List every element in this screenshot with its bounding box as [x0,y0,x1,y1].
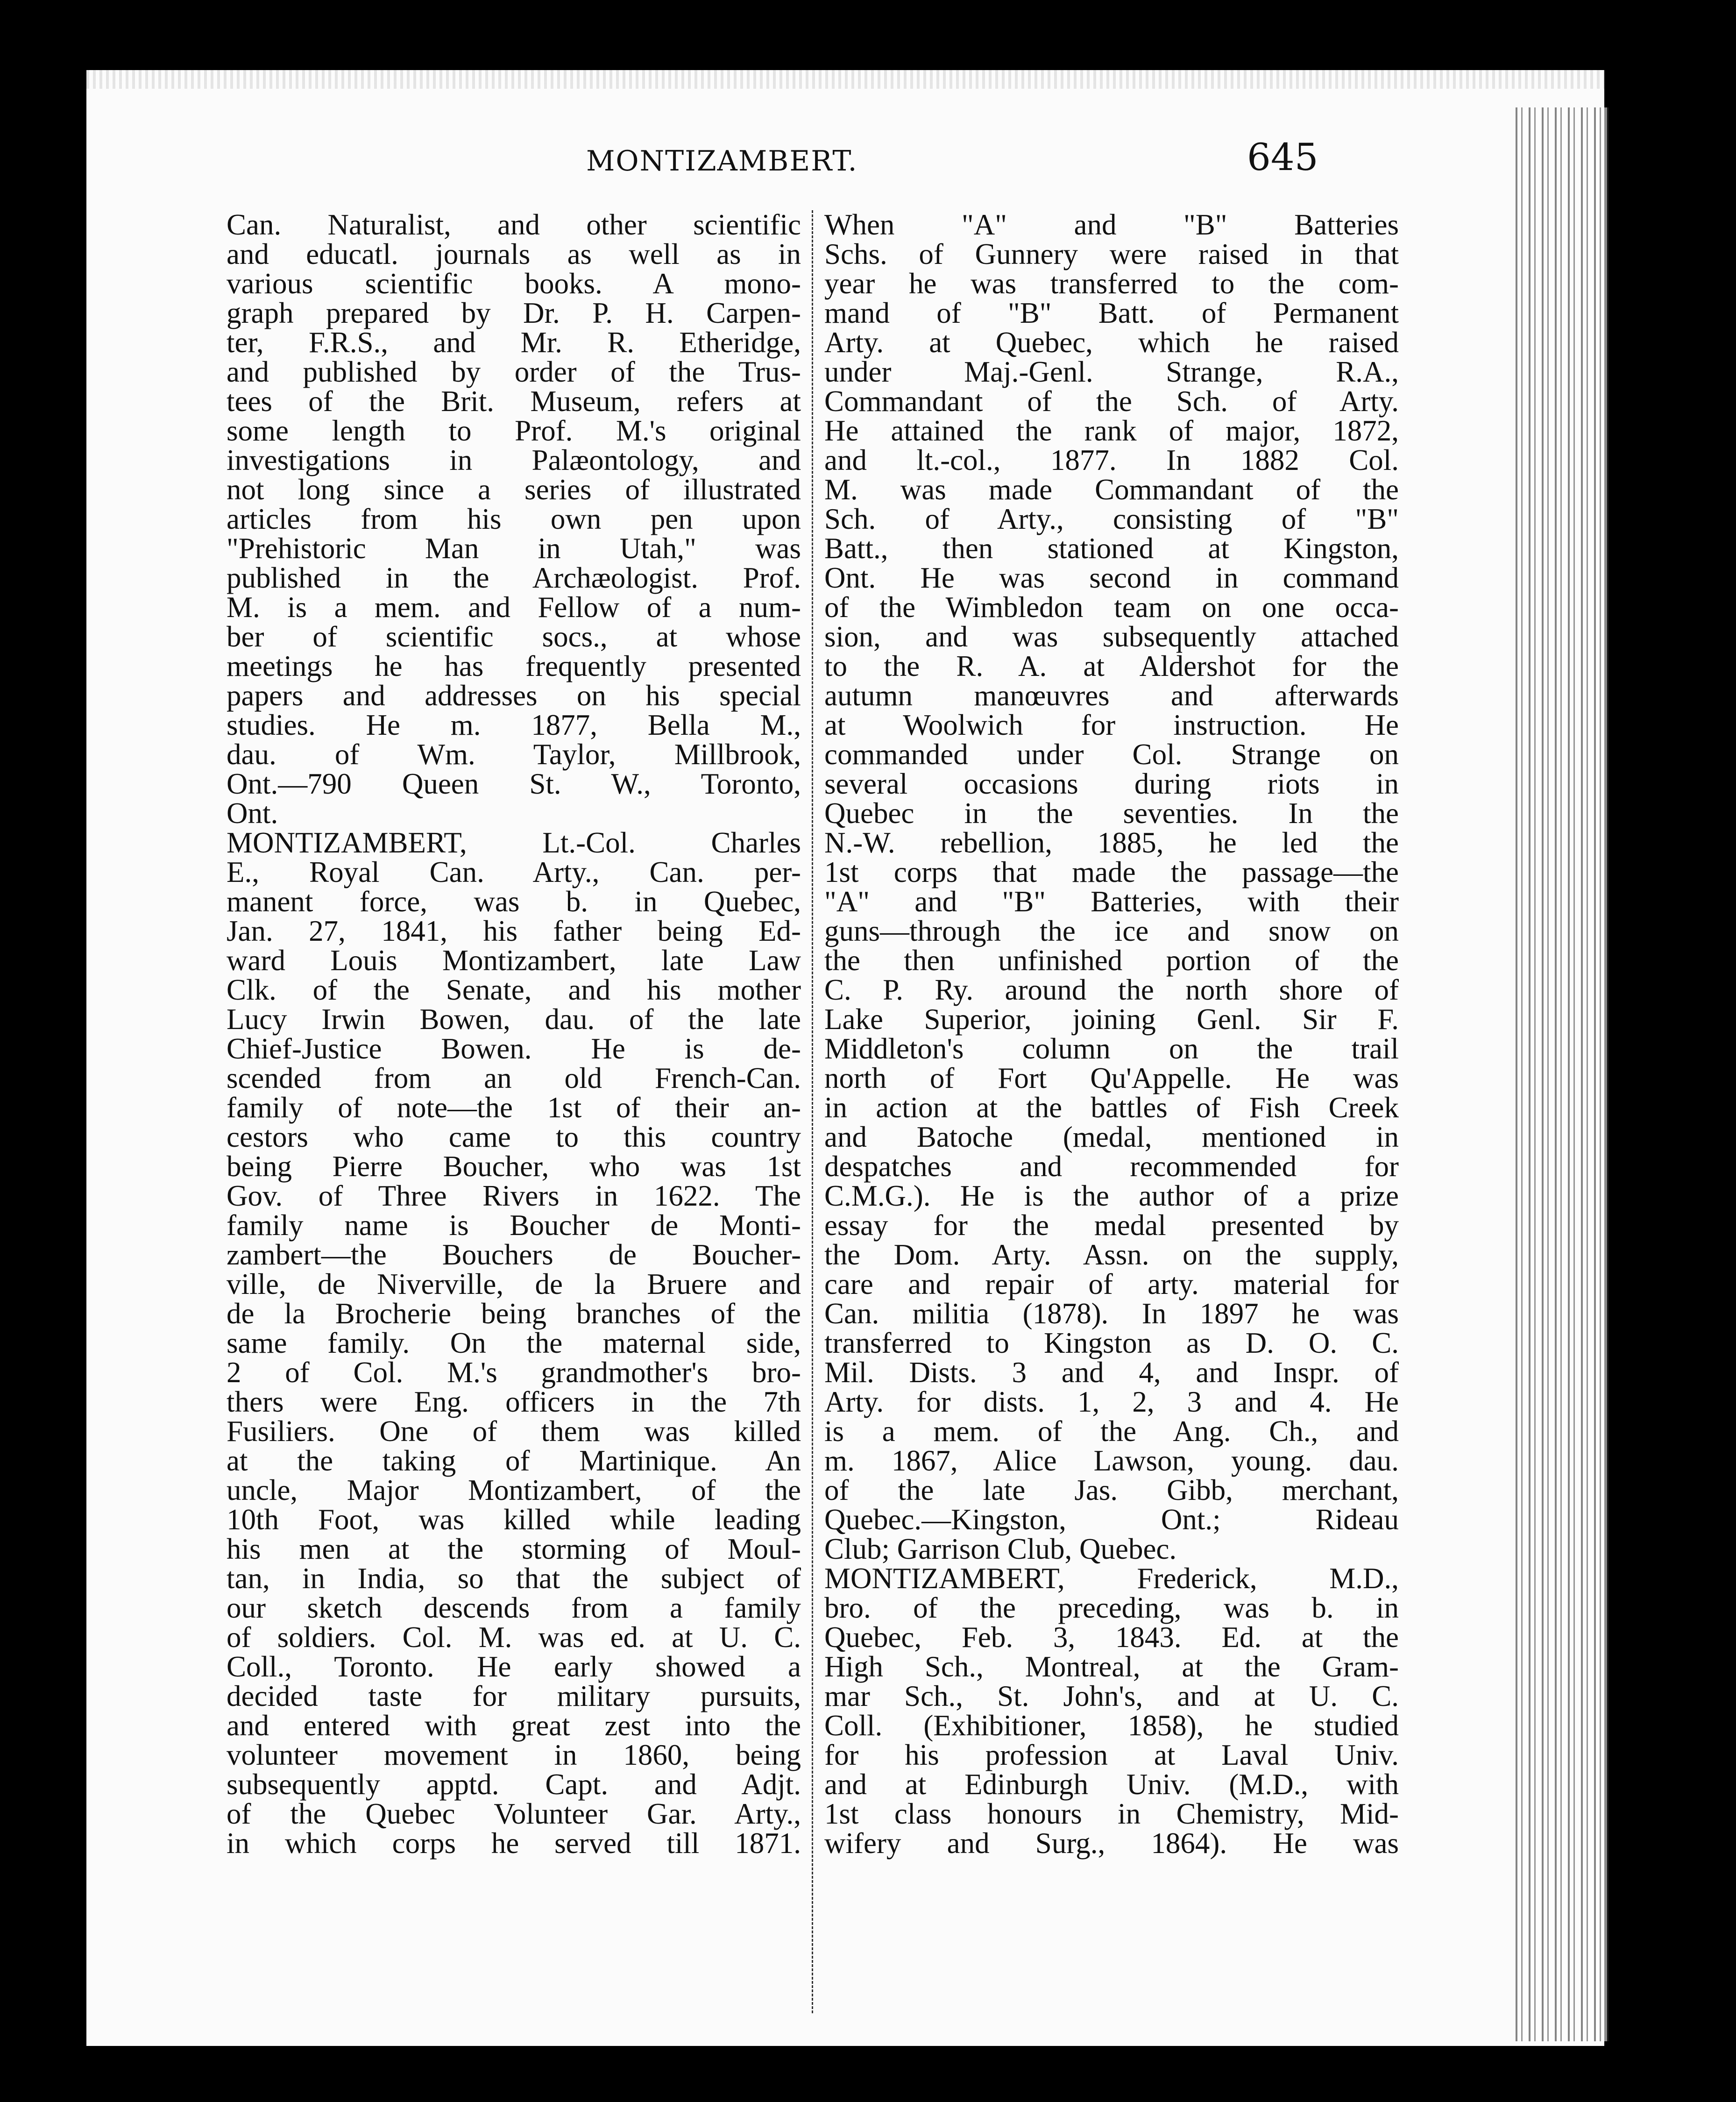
text-line: several occasions during riots in [824,767,1399,800]
text-line: family name is Boucher de Monti- [227,1209,801,1242]
text-line: thers were Eng. officers in the 7th [227,1385,801,1418]
text-line: Quebec.—Kingston, Ont.; Rideau [824,1503,1399,1536]
text-line: to the R. A. at Aldershot for the [824,650,1399,682]
text-line: bro. of the preceding, was b. in [824,1591,1399,1624]
text-line: of the late Jas. Gibb, merchant, [824,1474,1399,1506]
text-line: Ont. [227,797,278,830]
text-line: is a mem. of the Ang. Ch., and [824,1415,1399,1448]
text-line: and lt.-col., 1877. In 1882 Col. [824,444,1399,476]
text-line: care and repair of arty. material for [824,1268,1399,1300]
text-line: and entered with great zest into the [227,1709,801,1742]
text-line: Coll. (Exhibitioner, 1858), he studied [824,1709,1399,1742]
text-line: year he was transferred to the com- [824,267,1399,300]
text-line: of the Wimbledon team on one occa- [824,591,1399,624]
text-line: 1st class honours in Chemistry, Mid- [824,1797,1399,1830]
text-line: subsequently apptd. Capt. and Adjt. [227,1768,801,1801]
text-line: various scientific books. A mono- [227,267,801,300]
text-line: uncle, Major Montizambert, of the [227,1474,801,1506]
book-page [86,70,1604,2046]
text-line: Commandant of the Sch. of Arty. [824,385,1399,418]
text-line: M. was made Commandant of the [824,473,1399,506]
text-line: in which corps he served till 1871. [227,1827,801,1860]
text-line: guns—through the ice and snow on [824,915,1399,947]
text-line: the Dom. Arty. Assn. on the supply, [824,1238,1399,1271]
text-line: investigations in Palæontology, and [227,444,801,476]
text-line: Batt., then stationed at Kingston, [824,532,1399,565]
text-line: published in the Archæologist. Prof. [227,561,801,594]
text-line: He attained the rank of major, 1872, [824,414,1399,447]
text-line: some length to Prof. M.'s original [227,414,801,447]
page-number: 645 [1247,135,1318,179]
text-line: Schs. of Gunnery were raised in that [824,238,1399,270]
text-line: of the Quebec Volunteer Gar. Arty., [227,1797,801,1830]
text-line: for his profession at Laval Univ. [824,1739,1399,1771]
text-line: Gov. of Three Rivers in 1622. The [227,1179,801,1212]
text-line: MONTIZAMBERT, Lt.-Col. Charles [227,826,801,859]
text-line: papers and addresses on his special [227,679,801,712]
left-column [227,210,801,1858]
text-line: the then unfinished portion of the [824,944,1399,977]
text-line: despatches and recommended for [824,1150,1399,1183]
text-line: Chief-Justice Bowen. He is de- [227,1032,801,1065]
text-line: Quebec in the seventies. In the [824,797,1399,830]
text-line: C. P. Ry. around the north shore of [824,973,1399,1006]
text-line: Arty. for dists. 1, 2, 3 and 4. He [824,1385,1399,1418]
text-line: and Batoche (medal, mentioned in [824,1121,1399,1153]
text-line: volunteer movement in 1860, being [227,1739,801,1771]
text-line: Club; Garrison Club, Quebec. [824,1533,1177,1565]
text-line: ter, F.R.S., and Mr. R. Etheridge, [227,326,801,359]
text-line: m. 1867, Alice Lawson, young. dau. [824,1444,1399,1477]
running-head: MONTIZAMBERT. [586,145,858,178]
text-line: tees of the Brit. Museum, refers at [227,385,801,418]
text-line: 10th Foot, was killed while leading [227,1503,801,1536]
text-line: commanded under Col. Strange on [824,738,1399,771]
text-line: ward Louis Montizambert, late Law [227,944,801,977]
text-line: "Prehistoric Man in Utah," was [227,532,801,565]
text-line: When "A" and "B" Batteries [824,208,1399,241]
text-line: Coll., Toronto. He early showed a [227,1650,801,1683]
text-line: de la Brocherie being branches of the [227,1297,801,1330]
text-line: mar Sch., St. John's, and at U. C. [824,1680,1399,1712]
text-line: sion, and was subsequently attached [824,620,1399,653]
column-divider [812,210,815,2013]
text-line: M. is a mem. and Fellow of a num- [227,591,801,624]
text-line: zambert—the Bouchers de Boucher- [227,1238,801,1271]
text-line: E., Royal Can. Arty., Can. per- [227,856,801,888]
text-line: at the taking of Martinique. An [227,1444,801,1477]
text-line: and educatl. journals as well as in [227,238,801,270]
text-line: 2 of Col. M.'s grandmother's bro- [227,1356,801,1389]
text-line: his men at the storming of Moul- [227,1533,801,1565]
text-line: Clk. of the Senate, and his mother [227,973,801,1006]
text-line: Ont. He was second in command [824,561,1399,594]
text-line: and published by order of the Trus- [227,355,801,388]
text-line: scended from an old French-Can. [227,1062,801,1094]
text-line: High Sch., Montreal, at the Gram- [824,1650,1399,1683]
text-line: under Maj.-Genl. Strange, R.A., [824,355,1399,388]
text-line: Can. Naturalist, and other scientific [227,208,801,241]
text-line: our sketch descends from a family [227,1591,801,1624]
text-line: Ont.—790 Queen St. W., Toronto, [227,767,801,800]
text-line: 1st corps that made the passage—the [824,856,1399,888]
text-line: at Woolwich for instruction. He [824,709,1399,741]
text-line: Quebec, Feb. 3, 1843. Ed. at the [824,1621,1399,1654]
text-line: decided taste for military pursuits, [227,1680,801,1712]
text-line: Sch. of Arty., consisting of "B" [824,503,1399,535]
text-line: articles from his own pen upon [227,503,801,535]
text-line: Jan. 27, 1841, his father being Ed- [227,915,801,947]
text-line: cestors who came to this country [227,1121,801,1153]
text-line: Middleton's column on the trail [824,1032,1399,1065]
text-line: of soldiers. Col. M. was ed. at U. C. [227,1621,801,1654]
text-line: Arty. at Quebec, which he raised [824,326,1399,359]
text-line: meetings he has frequently presented [227,650,801,682]
text-line: transferred to Kingston as D. O. C. [824,1327,1399,1359]
text-line: studies. He m. 1877, Bella M., [227,709,801,741]
text-line: MONTIZAMBERT, Frederick, M.D., [824,1562,1399,1595]
text-line: autumn manœuvres and afterwards [824,679,1399,712]
text-line: graph prepared by Dr. P. H. Carpen- [227,297,801,329]
text-line: wifery and Surg., 1864). He was [824,1827,1399,1860]
text-line: tan, in India, so that the subject of [227,1562,801,1595]
text-line: Fusiliers. One of them was killed [227,1415,801,1448]
text-line: in action at the battles of Fish Creek [824,1091,1399,1124]
text-line: and at Edinburgh Univ. (M.D., with [824,1768,1399,1801]
text-line: ber of scientific socs., at whose [227,620,801,653]
text-line: N.-W. rebellion, 1885, he led the [824,826,1399,859]
text-line: "A" and "B" Batteries, with their [824,885,1399,918]
text-line: mand of "B" Batt. of Permanent [824,297,1399,329]
text-line: ville, de Niverville, de la Bruere and [227,1268,801,1300]
text-line: family of note—the 1st of their an- [227,1091,801,1124]
text-line: C.M.G.). He is the author of a prize [824,1179,1399,1212]
text-line: Can. militia (1878). In 1897 he was [824,1297,1399,1330]
text-line: Lake Superior, joining Genl. Sir F. [824,1003,1399,1036]
text-line: same family. On the maternal side, [227,1327,801,1359]
text-line: Mil. Dists. 3 and 4, and Inspr. of [824,1356,1399,1389]
text-line: manent force, was b. in Quebec, [227,885,801,918]
text-line: being Pierre Boucher, who was 1st [227,1150,801,1183]
text-line: Lucy Irwin Bowen, dau. of the late [227,1003,801,1036]
right-column [824,210,1399,1858]
text-line: north of Fort Qu'Appelle. He was [824,1062,1399,1094]
text-line: not long since a series of illustrated [227,473,801,506]
text-line: dau. of Wm. Taylor, Millbrook, [227,738,801,771]
text-line: essay for the medal presented by [824,1209,1399,1242]
page-gutter [1516,107,1609,2041]
